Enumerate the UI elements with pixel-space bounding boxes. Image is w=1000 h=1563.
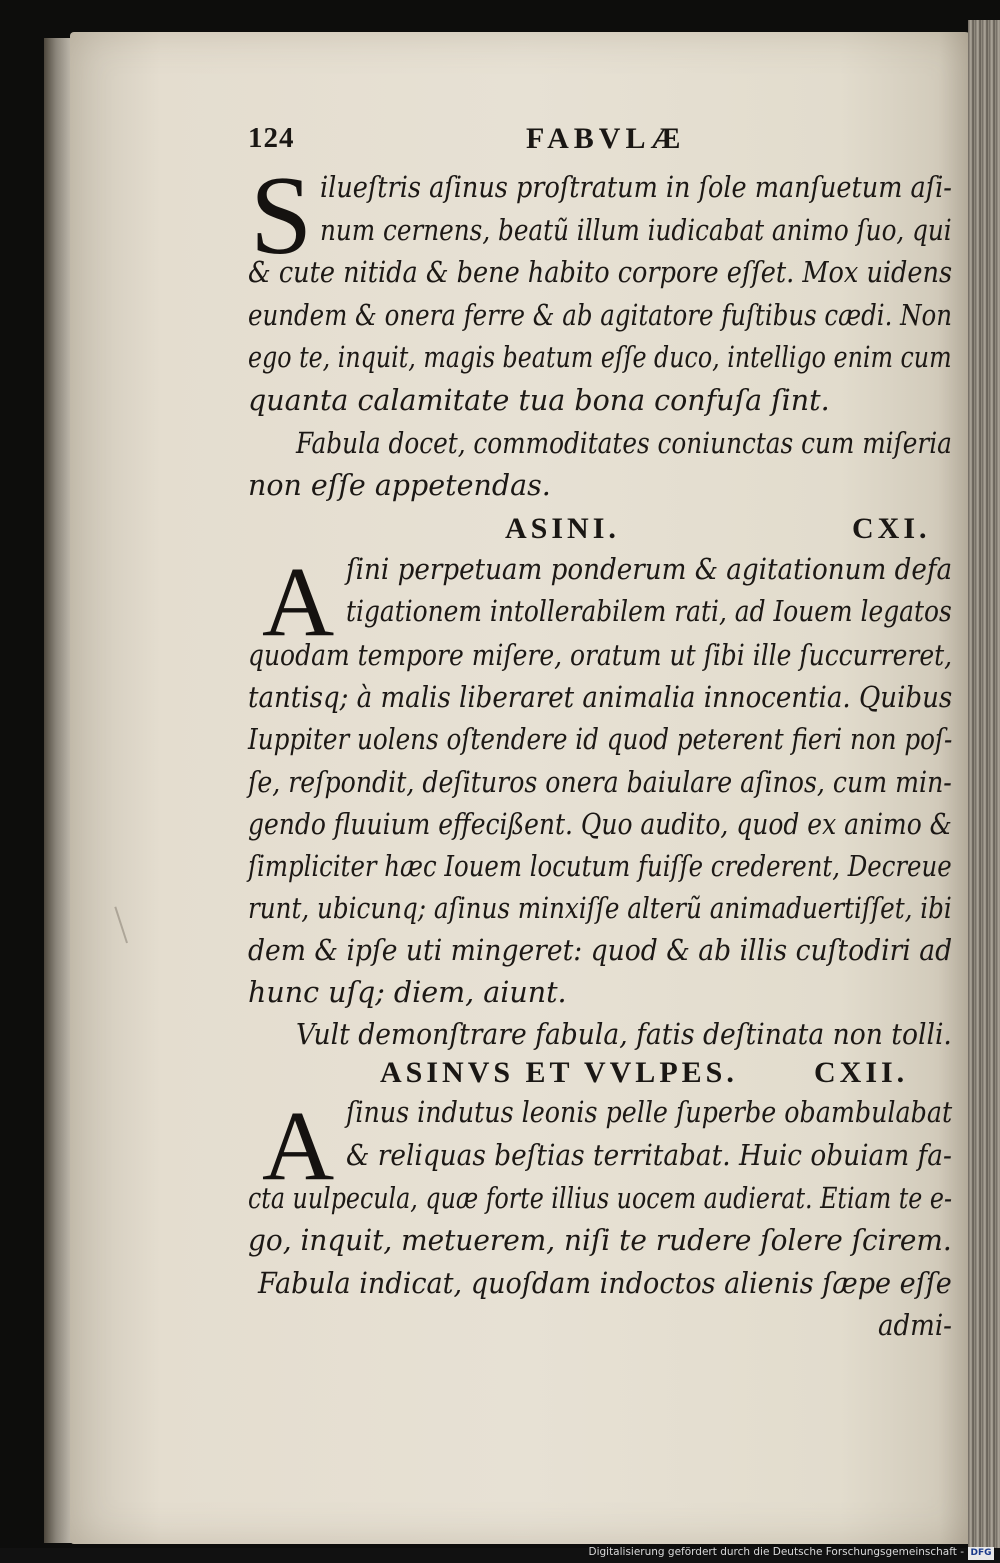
moral-line: Vult demonſtrare fabula, fatis deſtinata non tolli. bbox=[296, 1018, 952, 1051]
text-line: Iuppiter uolens oſtendere id quod peterent fieri non poſ- bbox=[248, 723, 953, 756]
text-line: ſimpliciter hæc Iouem locutum fuiſſe crederent, Decreue bbox=[248, 850, 952, 883]
dropcap-a: A bbox=[262, 1090, 335, 1201]
page-number: 124 bbox=[248, 122, 295, 154]
text-line: num cernens, beatũ illum iudicabat animo ſuo, qui bbox=[320, 214, 952, 247]
text-line: gendo fluuium effecißent. Quo audito, quod ex animo & bbox=[248, 808, 952, 841]
text-line: hunc uſq; diem, aiunt. bbox=[248, 976, 567, 1009]
running-title: FABVLÆ bbox=[526, 122, 686, 155]
moral-line: non eſſe appetendas. bbox=[248, 469, 551, 502]
text-line: cta uulpecula, quæ forte illius uocem audierat. Etiam te e- bbox=[248, 1182, 952, 1215]
text-line: go, inquit, metuerem, niſi te rudere ſolere ſcirem. bbox=[248, 1224, 952, 1257]
fable-111-title: ASINI. bbox=[505, 512, 620, 545]
dfg-logo: DFG bbox=[968, 1547, 994, 1560]
text-line: dem & ipſe uti mingeret: quod & ab illis cuſtodiri ad bbox=[248, 934, 953, 967]
digitization-credit: Digitalisierung gefördert durch die Deutsche Forschungsgemeinschaft - bbox=[588, 1546, 964, 1558]
fable-112-title: ASINVS ET VVLPES. bbox=[380, 1056, 738, 1089]
text-line: quanta calamitate tua bona confuſa ſint. bbox=[248, 384, 830, 417]
text-line: ſini perpetuam ponderum & agitationum defa bbox=[346, 553, 953, 586]
page-edge-right bbox=[968, 20, 1000, 1550]
dropcap-a: A bbox=[262, 546, 335, 657]
text-line: ilueſtris aſinus proſtratum in ſole manſuetum aſi- bbox=[320, 171, 952, 204]
moral-line: Fabula indicat, quoſdam indoctos alienis ſæpe eſſe bbox=[258, 1267, 952, 1300]
text-line: & cute nitida & bene habito corpore eſſet. Mox uidens bbox=[248, 256, 953, 289]
text-line: tantisq; à malis liberaret animalia innocentia. Quibus bbox=[248, 681, 953, 714]
text-line: tigationem intollerabilem rati, ad Iouem legatos bbox=[346, 595, 952, 628]
dropcap-s: S bbox=[250, 154, 313, 278]
text-line: ego te, inquit, magis beatum eſſe duco, intelligo enim cum bbox=[248, 341, 952, 374]
text-line: ſinus indutus leonis pelle ſuperbe obambulabat bbox=[346, 1096, 953, 1129]
text-line: & reliquas beſtias territabat. Huic obuiam fa- bbox=[346, 1139, 952, 1172]
text-line: runt, ubicunq; aſinus minxiſſe alterũ animaduertiſſet, ibi bbox=[248, 892, 952, 925]
moral-line: Fabula docet, commoditates coniunctas cum miſeria bbox=[296, 427, 952, 460]
text-line: quodam tempore miſere, oratum ut ſibi ille ſuccurreret, bbox=[248, 639, 953, 672]
text-line: eundem & onera ferre & ab agitatore fuſtibus cædi. Non bbox=[248, 299, 953, 332]
running-head bbox=[248, 122, 954, 158]
catchword: admi- bbox=[878, 1309, 952, 1342]
text-line: ſe, reſpondit, deſituros onera baiulare aſinos, cum min- bbox=[248, 766, 952, 799]
fable-111-number: CXI. bbox=[852, 512, 931, 545]
fable-112-number: CXII. bbox=[814, 1056, 909, 1089]
